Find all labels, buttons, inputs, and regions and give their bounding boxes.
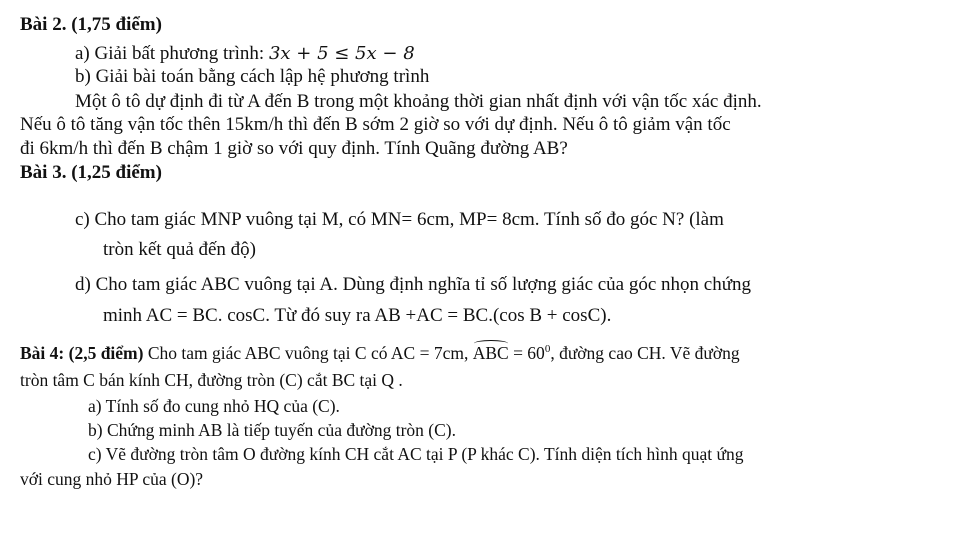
bai2-part-a-label: a) Giải bất phương trình: [75,43,269,64]
bai4-part-c-line2: với cung nhỏ HP của (O)? [20,469,204,489]
bai4-intro-post: , đường cao CH. Vẽ đường [550,343,740,363]
bai3-part-d-line1: d) Cho tam giác ABC vuông tại A. Dùng định nghĩa tỉ số lượng giác của góc nhọn chứng [75,274,752,295]
bai4-intro-eq: = 60 [508,343,545,363]
bai4-part-b: b) Chứng minh AB là tiếp tuyến của đường tròn (C). [88,420,456,440]
bai3-part-c-line2: tròn kết quả đến độ) [103,239,257,260]
bai4-part-c-line1: c) Vẽ đường tròn tâm O đường kính CH cắt AC tại P (P khác C). Tính diện tích hình quạt ứng [88,444,744,464]
bai2-inequality: 3x + 5 ≤ 5x − 8 [268,43,415,64]
bai3-title: Bài 3. (1,25 điểm) [20,162,162,183]
degree-mark: 0 [544,343,551,356]
bai2-title: Bài 2. (1,75 điểm) [20,14,162,35]
bai3-part-d-line2: minh AC = BC. cosC. Từ đó suy ra AB +AC = BC.(cos B + cosC). [103,305,612,326]
bai4-intro-line1 [20,341,740,365]
bai2-problem-line1: Một ô tô dự định đi từ A đến B trong một khoảng thời gian nhất định với vận tốc xác định. [75,91,762,112]
angle-abc: ABC [472,343,509,363]
bai3-part-c-line1: c) Cho tam giác MNP vuông tại M, có MN= 6cm, MP= 8cm. Tính số đo góc N? (làm [75,209,724,230]
bai2-problem-line3: đi 6km/h thì đến B chậm 1 giờ so với quy định. Tính Quãng đường AB? [20,138,568,159]
bai4-intro-pre: Cho tam giác ABC vuông tại C có AC = 7cm, [143,343,473,363]
bai4-intro-line2: tròn tâm C bán kính CH, đường tròn (C) cắt BC tại Q . [20,370,403,390]
bai4-title: Bài 4: (2,5 điểm) [20,343,144,363]
bai2-part-b-label: b) Giải bài toán bằng cách lập hệ phương trình [75,66,430,87]
bai4-part-a: a) Tính số đo cung nhỏ HQ của (C). [88,396,340,416]
bai2-part-b [75,65,429,89]
bai2-problem-line2: Nếu ô tô tăng vận tốc thên 15km/h thì đến B sớm 2 giờ so với dự định. Nếu ô tô giảm vận tốc [20,114,731,135]
bai2-part-a [75,42,415,66]
